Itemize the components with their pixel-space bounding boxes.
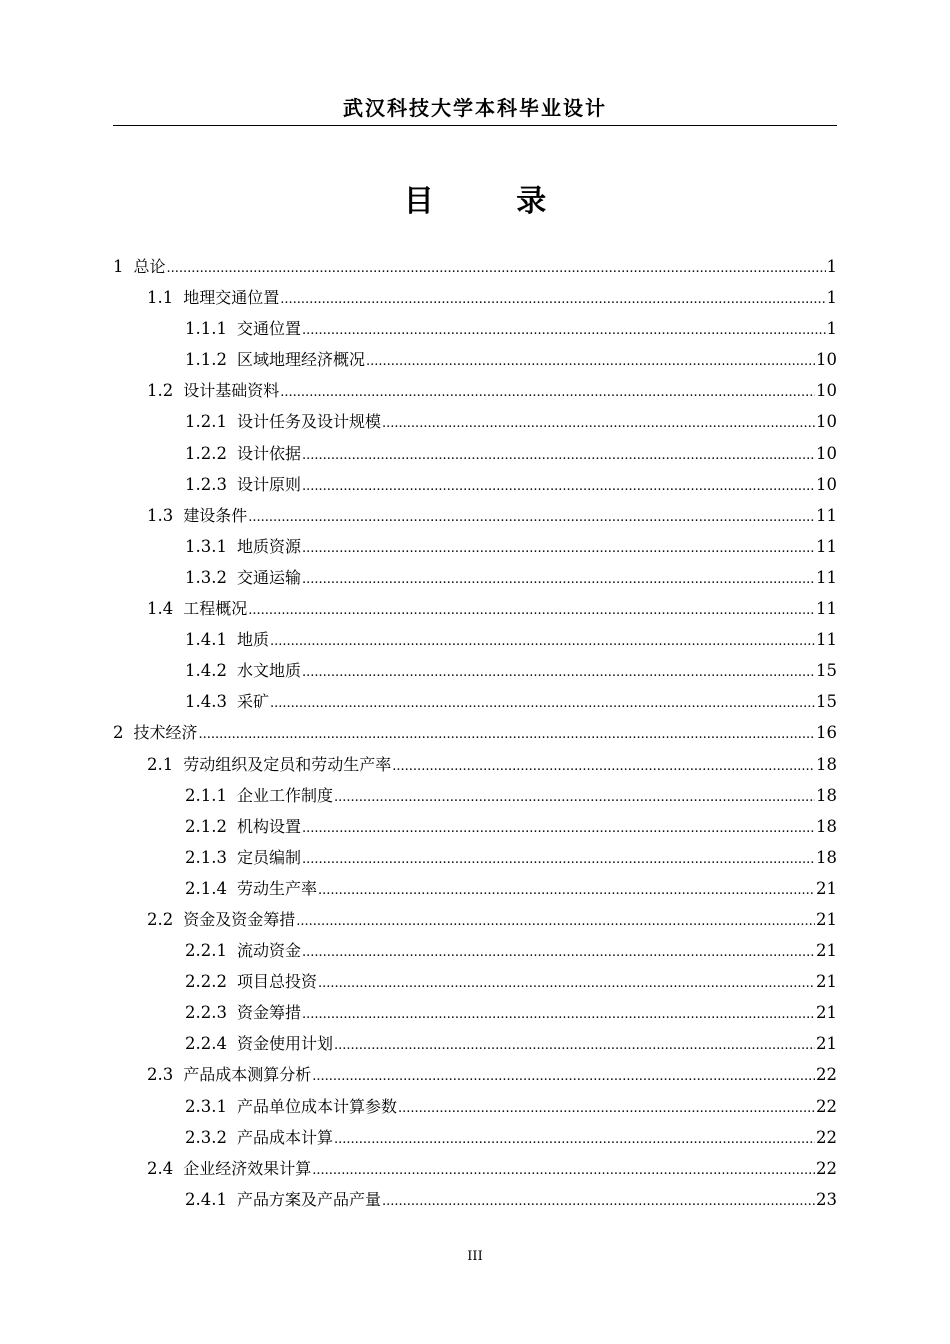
toc-entry[interactable]: [113, 406, 837, 437]
toc-entry-number: 2.4: [147, 1158, 174, 1178]
toc-dot-leader: [302, 469, 815, 502]
toc-entry[interactable]: [113, 749, 837, 780]
toc-entry-title: 交通位置: [236, 319, 301, 339]
toc-entry-title: 产品成本测算分析: [183, 1065, 312, 1085]
toc-entry-page: 11: [816, 630, 837, 650]
table-of-contents: [113, 251, 837, 1215]
toc-entry-title: 水文地质: [236, 661, 301, 681]
toc-dot-leader: [302, 313, 826, 346]
toc-entry-page: 1: [826, 257, 837, 276]
toc-entry-number: 2.2.1: [185, 941, 227, 961]
toc-entry-page: 11: [816, 536, 837, 556]
toc-entry-number: 1.4.2: [185, 661, 227, 681]
toc-entry-page: 18: [816, 847, 837, 867]
toc-entry-number: 2: [113, 723, 124, 743]
toc-entry-number: 1.3.2: [185, 567, 227, 587]
toc-entry[interactable]: [113, 873, 837, 904]
toc-entry[interactable]: [113, 966, 837, 997]
toc-entry[interactable]: [113, 655, 837, 686]
toc-entry[interactable]: [113, 1122, 837, 1153]
toc-dot-leader: [296, 904, 815, 937]
toc-entry-title: 建设条件: [183, 505, 248, 525]
toc-entry-title: 工程概况: [183, 599, 248, 619]
toc-entry-title: 地质资源: [236, 536, 301, 556]
toc-dot-leader: [318, 873, 815, 906]
toc-entry-number: 2.4.1: [185, 1189, 227, 1209]
toc-dot-leader: [280, 282, 825, 315]
toc-entry-title: 项目总投资: [236, 972, 317, 992]
toc-entry-number: 2.3.1: [185, 1096, 227, 1116]
toc-entry-number: 1: [113, 257, 124, 276]
toc-entry-page: 21: [816, 909, 837, 929]
toc-entry-page: 15: [816, 692, 837, 712]
toc-dot-leader: [334, 1122, 815, 1155]
toc-entry-number: 1.4: [147, 599, 174, 619]
toc-dot-leader: [312, 1059, 815, 1092]
toc-entry[interactable]: [113, 624, 837, 655]
toc-dot-leader: [302, 438, 815, 471]
toc-dot-leader: [382, 1184, 815, 1217]
toc-entry-title: 资金使用计划: [236, 1034, 333, 1054]
toc-dot-leader: [270, 686, 815, 719]
toc-entry-page: 21: [816, 1034, 837, 1054]
toc-entry-title: 产品单位成本计算参数: [236, 1096, 397, 1116]
toc-title: 目 录: [403, 184, 583, 219]
toc-dot-leader: [334, 1028, 815, 1061]
toc-dot-leader: [199, 717, 815, 750]
toc-entry-number: 1.4.3: [185, 692, 227, 712]
toc-entry[interactable]: [113, 1184, 837, 1215]
toc-entry-number: 1.3: [147, 505, 174, 525]
toc-dot-leader: [302, 842, 815, 875]
toc-entry-page: 22: [816, 1065, 837, 1085]
toc-entry[interactable]: [113, 717, 837, 748]
toc-entry-title: 设计任务及设计规模: [236, 412, 381, 432]
toc-dot-leader: [318, 966, 815, 999]
toc-dot-leader: [392, 749, 815, 782]
toc-entry[interactable]: [113, 1091, 837, 1122]
toc-entry-number: 1.2: [147, 381, 174, 401]
toc-entry[interactable]: [113, 780, 837, 811]
toc-entry[interactable]: [113, 375, 837, 406]
toc-entry-number: 2.1: [147, 754, 174, 774]
toc-entry[interactable]: [113, 251, 837, 282]
toc-entry-page: 21: [816, 878, 837, 898]
toc-entry[interactable]: [113, 1059, 837, 1090]
toc-entry-title: 技术经济: [133, 723, 198, 743]
toc-dot-leader: [248, 593, 815, 626]
toc-entry[interactable]: [113, 500, 837, 531]
toc-entry-page: 11: [816, 505, 837, 525]
toc-entry-number: 2.2.4: [185, 1034, 227, 1054]
toc-entry-number: 2.2.3: [185, 1003, 227, 1023]
toc-entry-title: 劳动组织及定员和劳动生产率: [183, 754, 392, 774]
toc-entry-title: 劳动生产率: [236, 878, 317, 898]
toc-dot-leader: [334, 780, 815, 813]
toc-dot-leader: [398, 1091, 815, 1124]
toc-entry[interactable]: [113, 842, 837, 873]
toc-entry[interactable]: [113, 686, 837, 717]
toc-dot-leader: [302, 531, 815, 564]
toc-dot-leader: [302, 935, 815, 968]
page-number: III: [467, 1249, 483, 1264]
toc-entry-number: 2.1.1: [185, 785, 227, 805]
toc-entry-title: 企业工作制度: [236, 785, 333, 805]
toc-entry-page: 22: [816, 1096, 837, 1116]
toc-dot-leader: [302, 562, 815, 595]
toc-entry-title: 总论: [133, 257, 166, 276]
toc-entry-page: 21: [816, 1003, 837, 1023]
toc-entry-number: 2.2.2: [185, 972, 227, 992]
toc-entry-page: 1: [826, 288, 837, 308]
toc-dot-leader: [302, 997, 815, 1030]
toc-entry-title: 区域地理经济概况: [236, 350, 365, 370]
toc-entry[interactable]: [113, 562, 837, 593]
toc-entry-page: 21: [816, 941, 837, 961]
toc-entry-title: 资金筹措: [236, 1003, 301, 1023]
toc-entry-page: 10: [816, 474, 837, 494]
toc-entry-number: 2.1.4: [185, 878, 227, 898]
toc-entry-title: 设计基础资料: [183, 381, 280, 401]
toc-entry-title: 企业经济效果计算: [183, 1158, 312, 1178]
toc-entry-page: 10: [816, 412, 837, 432]
toc-entry-title: 流动资金: [236, 941, 301, 961]
toc-entry-number: 2.1.3: [185, 847, 227, 867]
toc-entry-title: 产品方案及产品产量: [236, 1189, 381, 1209]
toc-dot-leader: [270, 624, 815, 657]
toc-entry-page: 23: [816, 1189, 837, 1209]
toc-entry[interactable]: [113, 531, 837, 562]
toc-entry-page: 15: [816, 661, 837, 681]
toc-entry[interactable]: [113, 1028, 837, 1059]
toc-entry-number: 1.2.1: [185, 412, 227, 432]
toc-entry-number: 2.2: [147, 909, 174, 929]
toc-entry-number: 1.1.2: [185, 350, 227, 370]
toc-dot-leader: [167, 251, 826, 284]
toc-entry-number: 1.1.1: [185, 319, 227, 339]
toc-entry-number: 2.3: [147, 1065, 174, 1085]
toc-entry[interactable]: [113, 282, 837, 313]
toc-entry-number: 2.1.2: [185, 816, 227, 836]
toc-entry-page: 18: [816, 785, 837, 805]
toc-entry-number: 2.3.2: [185, 1127, 227, 1147]
toc-entry-number: 1.2.2: [185, 443, 227, 463]
toc-dot-leader: [382, 406, 815, 439]
header-divider: [113, 125, 837, 126]
toc-entry-page: 10: [816, 381, 837, 401]
running-header: 武汉科技大学本科毕业设计: [343, 96, 607, 120]
toc-dot-leader: [366, 344, 815, 377]
toc-entry-page: 10: [816, 350, 837, 370]
toc-entry-title: 资金及资金筹措: [183, 909, 296, 929]
toc-entry-title: 采矿: [236, 692, 269, 712]
toc-dot-leader: [280, 375, 815, 408]
toc-entry-page: 21: [816, 972, 837, 992]
toc-entry-page: 11: [816, 599, 837, 619]
toc-entry[interactable]: [113, 904, 837, 935]
toc-entry[interactable]: [113, 935, 837, 966]
toc-entry[interactable]: [113, 313, 837, 344]
toc-dot-leader: [248, 500, 815, 533]
toc-entry-number: 1.2.3: [185, 474, 227, 494]
toc-entry-title: 交通运输: [236, 567, 301, 587]
toc-entry[interactable]: [113, 997, 837, 1028]
toc-entry[interactable]: [113, 469, 837, 500]
toc-entry-page: 16: [816, 723, 837, 743]
toc-entry-title: 地质: [236, 630, 269, 650]
toc-entry-page: 1: [826, 319, 837, 339]
toc-entry-title: 设计原则: [236, 474, 301, 494]
toc-entry-title: 地理交通位置: [183, 288, 280, 308]
toc-entry[interactable]: [113, 593, 837, 624]
toc-entry-page: 11: [816, 567, 837, 587]
toc-entry-page: 18: [816, 754, 837, 774]
toc-entry-page: 10: [816, 443, 837, 463]
toc-entry-page: 22: [816, 1127, 837, 1147]
toc-entry-number: 1.4.1: [185, 630, 227, 650]
toc-entry[interactable]: [113, 438, 837, 469]
toc-entry[interactable]: [113, 344, 837, 375]
toc-dot-leader: [302, 655, 815, 688]
toc-entry[interactable]: [113, 1153, 837, 1184]
toc-dot-leader: [302, 811, 815, 844]
toc-entry-number: 1.1: [147, 288, 174, 308]
toc-dot-leader: [312, 1153, 815, 1186]
toc-entry[interactable]: [113, 811, 837, 842]
toc-entry-title: 定员编制: [236, 847, 301, 867]
toc-entry-title: 设计依据: [236, 443, 301, 463]
toc-entry-page: 18: [816, 816, 837, 836]
toc-entry-title: 机构设置: [236, 816, 301, 836]
toc-entry-page: 22: [816, 1158, 837, 1178]
toc-entry-title: 产品成本计算: [236, 1127, 333, 1147]
toc-entry-number: 1.3.1: [185, 536, 227, 556]
